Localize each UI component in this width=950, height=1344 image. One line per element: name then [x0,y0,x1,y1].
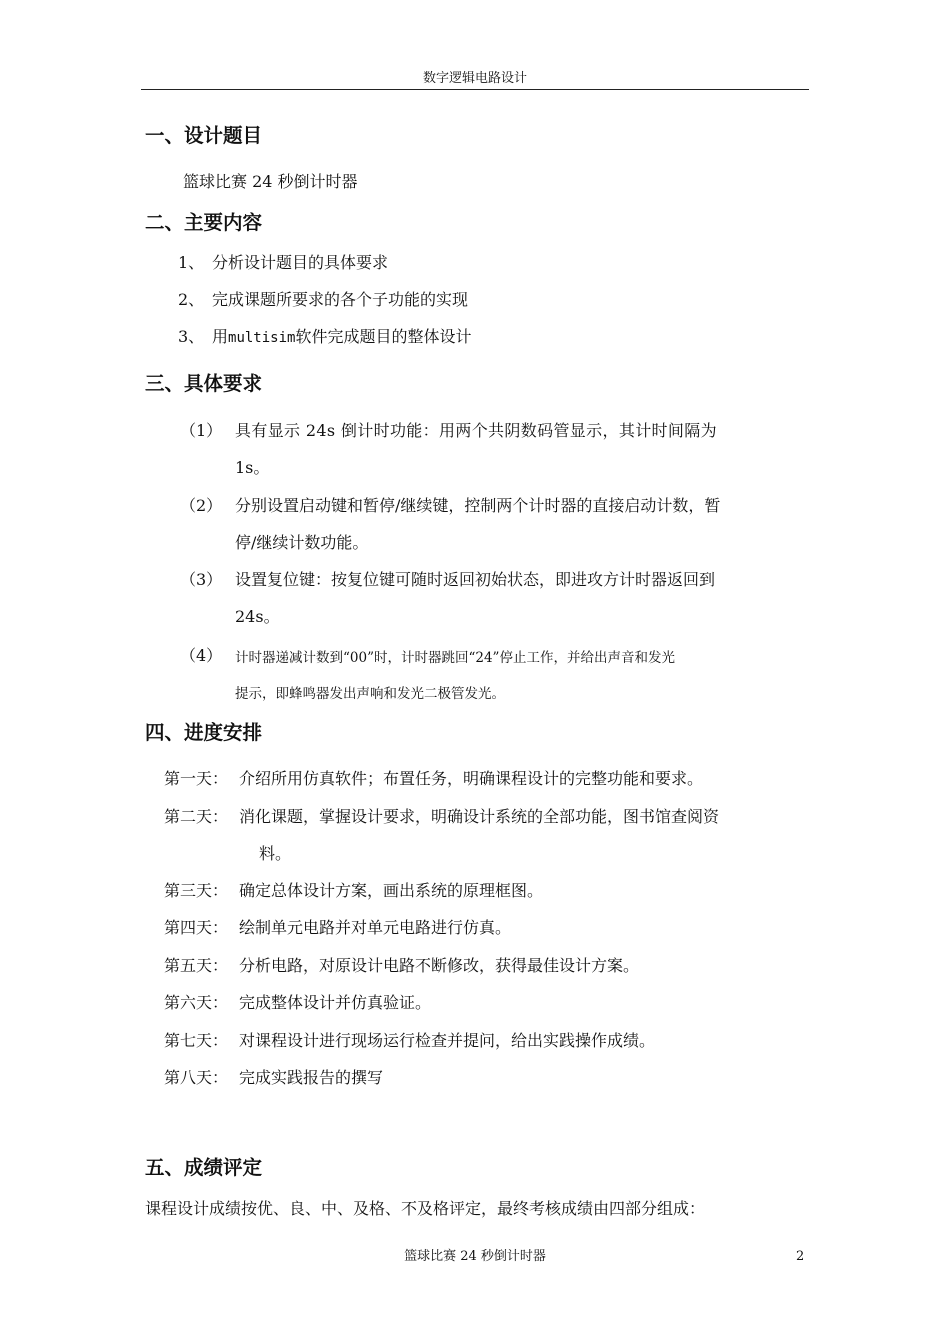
section-5-heading: 五、成绩评定 [145,1156,263,1179]
section-5-body: 课程设计成绩按优、良、中、及格、不及格评定，最终考核成绩由四部分组成： [145,1199,706,1218]
schedule-day-label: 第一天： [164,769,229,788]
requirement-text-line1: 分别设置启动键和暂停/继续键，控制两个计时器的直接启动计数，暂 [235,496,721,515]
requirement-text-line1: 具有显示 24s 倒计时功能：用两个共阴数码管显示，其计时间隔为 [235,421,717,440]
schedule-day-text: 确定总体设计方案，画出系统的原理框图。 [239,881,544,900]
section-2-heading: 二、主要内容 [145,211,263,234]
schedule-day-label: 第七天： [164,1031,229,1050]
requirement-number: （1） [180,421,223,440]
schedule-day-text-cont: 料。 [259,844,292,863]
schedule-day-text: 完成整体设计并仿真验证。 [239,993,432,1012]
list-item-text-pre: 用 [212,327,229,346]
requirement-text-line1: 设置复位键：按复位键可随时返回初始状态，即进攻方计时器返回到 [235,570,716,589]
schedule-day-text: 消化课题，掌握设计要求，明确设计系统的全部功能，图书馆查阅资 [239,807,720,826]
page-footer-title: 篮球比赛 24 秒倒计时器 [404,1249,546,1264]
page-header-title: 数字逻辑电路设计 [422,71,527,86]
schedule-day-text: 绘制单元电路并对单元电路进行仿真。 [239,918,512,937]
requirement-text-line2: 24s。 [235,607,280,626]
requirement-text-line2: 提示，即蜂鸣器发出声响和发光二极管发光。 [235,686,505,702]
requirement-number: （4） [180,646,223,665]
list-item-text: 分析设计题目的具体要求 [212,253,389,272]
requirement-number: （3） [180,570,223,589]
requirement-number: （2） [180,496,223,515]
list-item-number: 1、 [178,253,205,272]
list-item-text-post: 软件完成题目的整体设计 [295,327,472,346]
schedule-day-text: 分析电路，对原设计电路不断修改，获得最佳设计方案。 [239,956,640,975]
section-1-heading: 一、设计题目 [145,124,263,147]
schedule-day-text: 介绍所用仿真软件；布置任务，明确课程设计的完整功能和要求。 [239,769,704,788]
list-item-text [212,327,471,348]
section-4-heading: 四、进度安排 [145,721,263,744]
schedule-day-text: 对课程设计进行现场运行检查并提问，给出实践操作成绩。 [239,1031,656,1050]
schedule-day-label: 第五天： [164,956,229,975]
header-divider [141,89,809,90]
list-item-number: 2、 [178,290,205,309]
requirement-text-line2: 1s。 [235,458,270,477]
section-1-body: 篮球比赛 24 秒倒计时器 [183,172,358,191]
schedule-day-text: 完成实践报告的撰写 [239,1068,384,1087]
software-name: multisim [228,330,296,346]
schedule-day-label: 第六天： [164,993,229,1012]
schedule-day-label: 第三天： [164,881,229,900]
list-item-text: 完成课题所要求的各个子功能的实现 [212,290,469,309]
requirement-text-line1: 计时器递减计数到“00”时，计时器跳回“24”停止工作，并给出声音和发光 [235,650,675,666]
page-number: 2 [796,1249,805,1264]
section-3-heading: 三、具体要求 [145,372,263,395]
requirement-text-line2: 停/继续计数功能。 [235,533,369,552]
schedule-day-label: 第二天： [164,807,229,826]
list-item-number: 3、 [178,327,205,346]
schedule-day-label: 第八天： [164,1068,229,1087]
schedule-day-label: 第四天： [164,918,229,937]
